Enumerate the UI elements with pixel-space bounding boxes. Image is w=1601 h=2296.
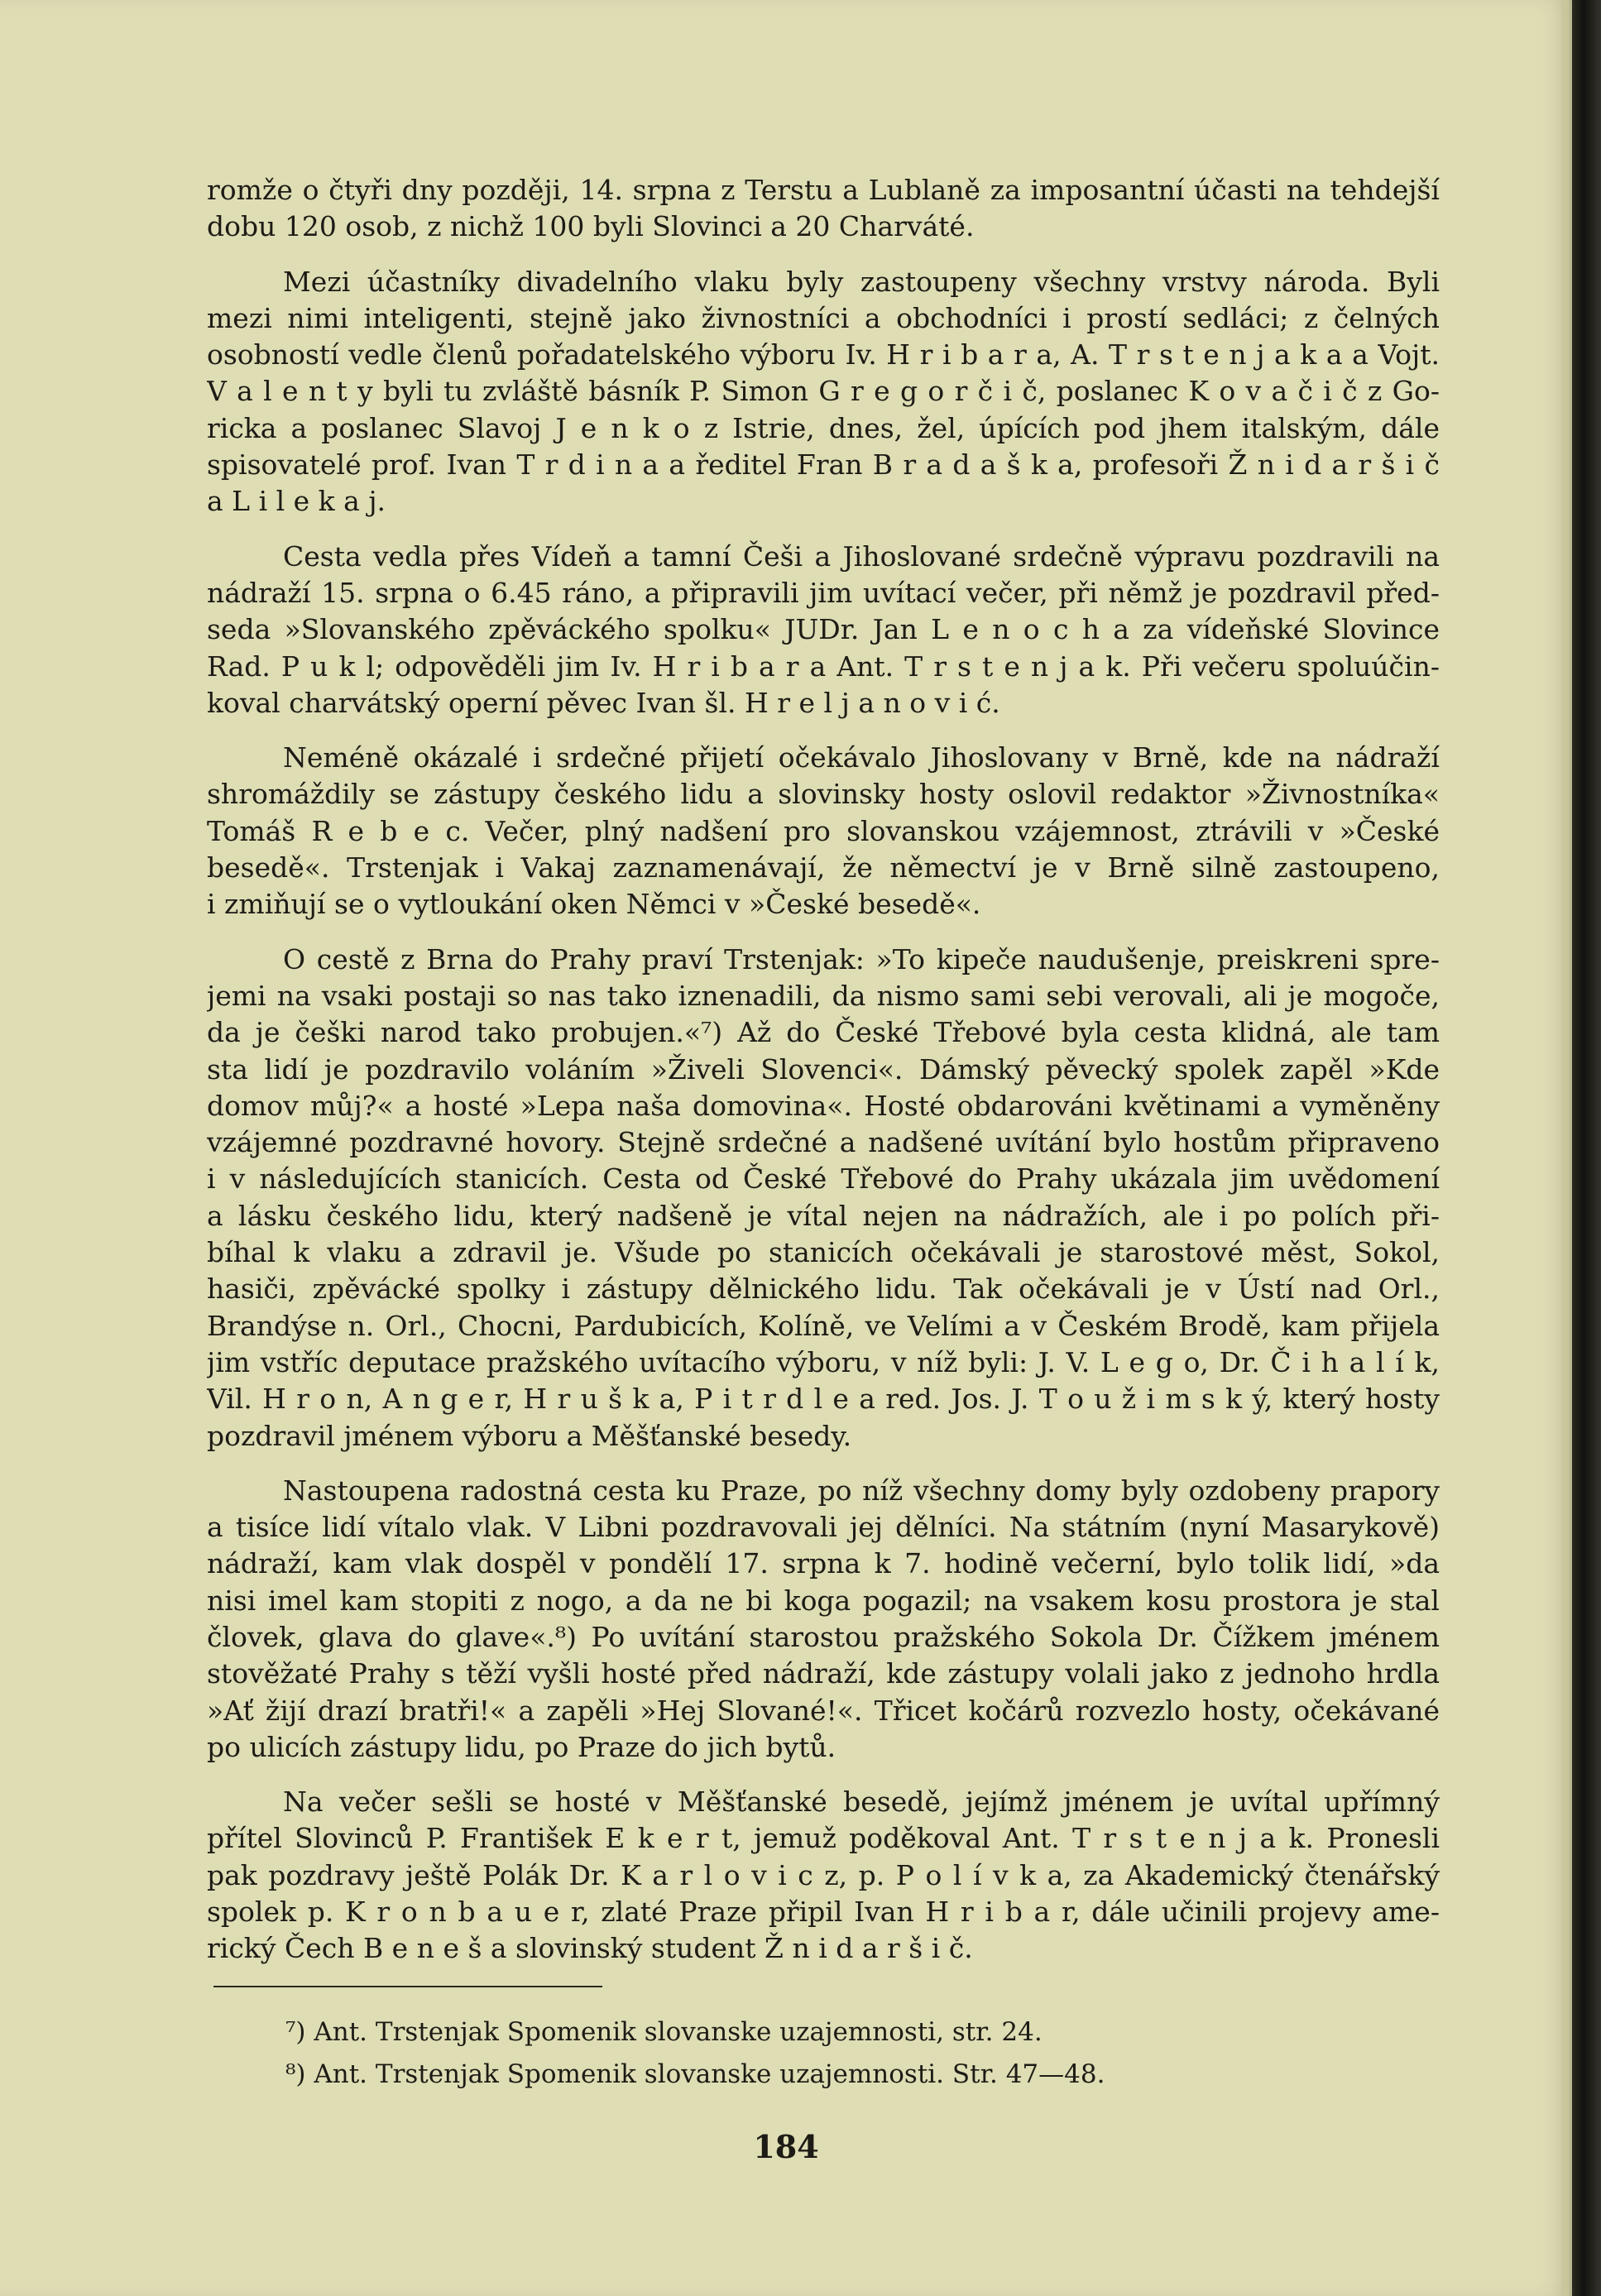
text-line: Na večer sešli se hosté v Měšťanské besedě, jejímž jménem je uvítal upřímný (283, 1786, 1440, 1819)
text-line: a tisíce lidí vítalo vlak. V Libni pozdravovali jej dělníci. Na státním (nyní Masarykově) (207, 1511, 1440, 1544)
text-line: Rad. P u k l; odpověděli jim Iv. H r i b a r a Ant. T r s t e n j a k. Při večeru spoluúčin- (207, 649, 1440, 683)
text-line: hasiči, zpěvácké spolky i zástupy dělnického lidu. Tak očekávali je v Ústí nad Orl., (207, 1273, 1440, 1306)
footnote-divider (213, 1986, 602, 1987)
paragraph (207, 264, 1440, 520)
text-line: Neméně okázalé i srdečné přijetí očekávalo Jihoslovany v Brně, kde na nádraží (283, 741, 1440, 774)
paragraph (207, 942, 1440, 1455)
text-line: nisi imel kam stopiti z nogo, a da ne bi koga pogazil; na vsakem kosu prostora je stal (207, 1584, 1440, 1617)
text-line: pak pozdravy ještě Polák Dr. K a r l o v i c z, p. P o l í v k a, za Akademický čtenářský (207, 1858, 1440, 1891)
text-line: domov můj?« a hosté »Lepa naša domovina«. Hosté obdarováni květinami a vyměněny (207, 1089, 1440, 1122)
footnote-7: ⁷) Ant. Trstenjak Spomenik slovanske uzajemnosti, str. 24. (285, 2017, 1043, 2047)
text-line: seda »Slovanského zpěváckého spolku« JUDr. Jan L e n o c h a za vídeňské Slovince (207, 613, 1440, 646)
text-line: dobu 120 osob, z nichž 100 byli Slovinci a 20 Charváté. (207, 210, 975, 243)
text-line: stověžaté Prahy s těží vyšli hosté před nádraží, kde zástupy volali jako z jednoho hrdla (207, 1657, 1440, 1690)
text-line: Mezi účastníky divadelního vlaku byly zastoupeny všechny vrstvy národa. Byli (283, 265, 1440, 298)
text-line: Cesta vedla přes Vídeň a tamní Češi a Jihoslované srdečně výpravu pozdravili na (283, 539, 1440, 573)
footnote-8: ⁸) Ant. Trstenjak Spomenik slovanske uzajemnosti. Str. 47—48. (285, 2059, 1105, 2089)
scan-border (1572, 0, 1601, 2296)
text-line: a lásku českého lidu, který nadšeně je vítal nejen na nádražích, ale i po polích při- (207, 1199, 1440, 1232)
footnotes (285, 2011, 1278, 2096)
text-line: jemi na vsaki postaji so nas tako iznenadili, da nismo sami sebi verovali, ali je mogoče, (207, 979, 1440, 1012)
text-line: nádraží 15. srpna o 6.45 ráno, a připravili jim uvítací večer, při němž je pozdravil před- (207, 576, 1440, 609)
paragraph (207, 539, 1440, 721)
text-line: Tomáš R e b e c. Večer, plný nadšení pro slovanskou vzájemnost, ztrávili v »České (207, 814, 1440, 847)
text-line: i zmiňují se o vytloukání oken Němci v »České besedě«. (207, 888, 981, 921)
page-edge (1562, 0, 1569, 2296)
text-line: človek, glava do glave«.⁸) Po uvítání starostou pražského Sokola Dr. Čížkem jménem (207, 1620, 1440, 1653)
text-line: osobností vedle členů pořadatelského výboru Iv. H r i b a r a, A. T r s t e n j a k a a Vojt. (207, 338, 1440, 371)
page-number: 184 (753, 2128, 819, 2165)
text-line: a L i l e k a j. (207, 485, 386, 518)
text-line: »Ať žijí drazí bratři!« a zapěli »Hej Slované!«. Třicet kočárů rozvezlo hosty, očekávané (207, 1694, 1440, 1727)
text-line: mezi nimi inteligenti, stejně jako živnostníci a obchodníci i prostí sedláci; z čelných (207, 301, 1440, 334)
text-line: spolek p. K r o n b a u e r, zlaté Praze připil Ivan H r i b a r, dále učinili projevy ame- (207, 1896, 1440, 1929)
text-line: ricka a poslanec Slavoj J e n k o z Istrie, dnes, žel, úpících pod jhem italským, dále (207, 411, 1440, 444)
text-line: V a l e n t y byli tu zvláště básník P. Simon G r e g o r č i č, poslanec K o v a č i č z Go- (207, 375, 1440, 408)
text-line: rický Čech B e n e š a slovinský student Ž n i d a r š i č. (207, 1932, 973, 1965)
text-line: přítel Slovinců P. František E k e r t, jemuž poděkoval Ant. T r s t e n j a k. Pronesli (207, 1822, 1440, 1855)
text-line: nádraží, kam vlak dospěl v pondělí 17. srpna k 7. hodině večerní, bylo tolik lidí, »da (207, 1547, 1440, 1580)
text-line: vzájemné pozdravné hovory. Stejně srdečné a nadšené uvítání bylo hostům připraveno (207, 1126, 1440, 1159)
text-line: besedě«. Trstenjak i Vakaj zaznamenávají, že němectví je v Brně silně zastoupeno, (207, 851, 1440, 884)
paragraph (207, 172, 1440, 246)
text-line: pozdravil jménem výboru a Měšťanské besedy. (207, 1419, 852, 1452)
text-line: shromáždily se zástupy českého lidu a slovinsky hosty oslovil redaktor »Živnostníka« (207, 778, 1440, 811)
text-line: Nastoupena radostná cesta ku Praze, po níž všechny domy byly ozdobeny prapory (283, 1474, 1440, 1507)
text-line: po ulicích zástupy lidu, po Praze do jich bytů. (207, 1730, 836, 1763)
text-line: O cestě z Brna do Prahy praví Trstenjak: »To kipeče naudušenje, preiskreni spre- (283, 942, 1440, 975)
text-line: romže o čtyři dny později, 14. srpna z Terstu a Lublaně za imposantní účasti na tehdejší (207, 174, 1440, 206)
text-line: sta lidí je pozdravilo voláním »Živeli Slovenci«. Dámský pěvecký spolek zapěl »Kde (207, 1052, 1440, 1086)
text-line: spisovatelé prof. Ivan T r d i n a a ředitel Fran B r a d a š k a, profesoři Ž n i d a r š i č (207, 448, 1440, 482)
text-line: bíhal k vlaku a zdravil je. Všude po stanicích očekávali je starostové měst, Sokol, (207, 1236, 1440, 1269)
text-line: da je češki narod tako probujen.«⁷) Až do České Třebové byla cesta klidná, ale tam (207, 1016, 1440, 1049)
paragraph (207, 740, 1440, 923)
text-line: i v následujících stanicích. Cesta od České Třebové do Prahy ukázala jim uvědomení (207, 1162, 1440, 1196)
text-line: Vil. H r o n, A n g e r, H r u š k a, P i t r d l e a red. Jos. J. T o u ž i m s k ý, který hosty (207, 1383, 1440, 1416)
text-line: jim vstříc deputace pražského uvítacího výboru, v níž byli: J. V. L e g o, Dr. Č i h a l í k, (207, 1345, 1440, 1378)
paragraph (207, 1473, 1440, 1766)
paragraph (207, 1784, 1440, 1967)
text-line: Brandýse n. Orl., Chocni, Pardubicích, Kolíně, ve Velími a v Českém Brodě, kam přijela (207, 1309, 1440, 1342)
body-text (207, 172, 1440, 1986)
text-line: koval charvátský operní pěvec Ivan šl. H r e l j a n o v i ć. (207, 686, 1000, 719)
